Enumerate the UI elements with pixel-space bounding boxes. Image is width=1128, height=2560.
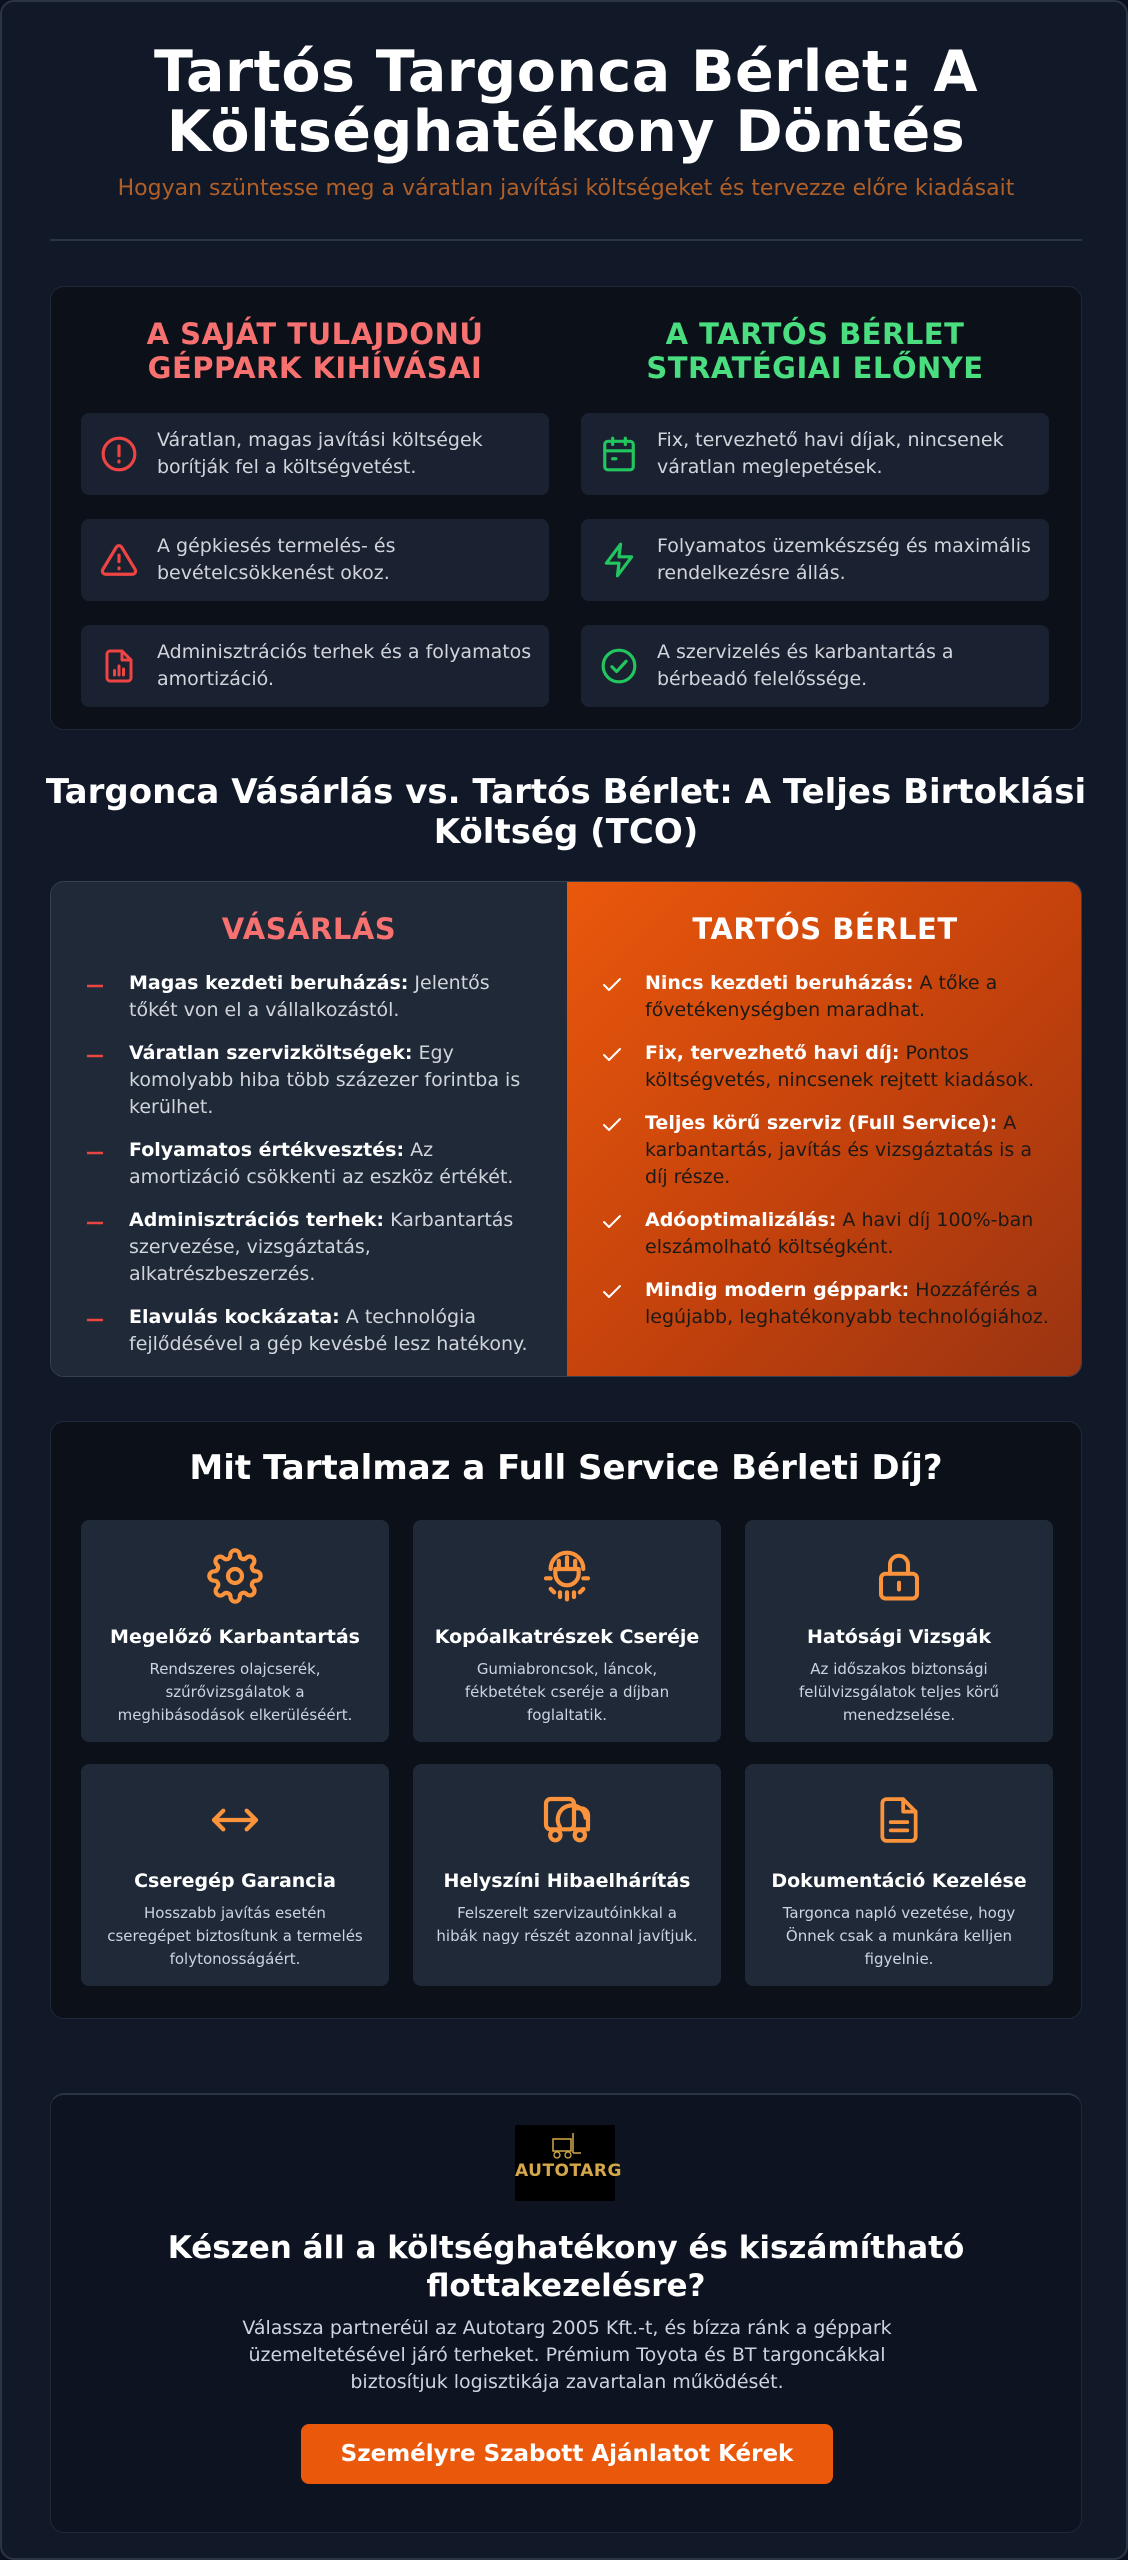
purchase-row-label: Elavulás kockázata: <box>129 1306 340 1328</box>
cta-text: Válassza partneréül az Autotarg 2005 Kft.-t, és bízza ránk a géppark üzemeltetésével járó terheket. Prémium Toyota és BT targoncákkal biztosítjuk logisztikája zavartalan működését. <box>242 2317 892 2393</box>
gear-icon <box>81 1546 389 1606</box>
minus-icon <box>85 1139 105 1171</box>
service-truck-icon <box>413 1790 721 1850</box>
rental-column <box>567 882 1082 1376</box>
service-card-desc: Gumiabroncsok, láncok, fékbetétek cseréje a díjban foglaltatik. <box>464 1660 670 1724</box>
purchase-row-label: Adminisztrációs terhek: <box>129 1209 385 1231</box>
purchase-heading: VÁSÁRLÁS <box>221 912 397 946</box>
purchase-row <box>81 1040 537 1121</box>
report-file-icon <box>81 647 157 685</box>
autotarg-logo <box>515 2125 622 2201</box>
service-card <box>413 1520 721 1742</box>
rental-row <box>597 1040 1053 1094</box>
purchase-row <box>81 1304 537 1358</box>
advantage-text: Fix, tervezhető havi díjak, nincsenek váratlan meglepetések. <box>657 429 1004 478</box>
rental-row-label: Teljes körű szerviz (Full Service): <box>645 1112 998 1134</box>
check-icon <box>601 1112 623 1144</box>
alert-triangle-icon <box>81 541 157 579</box>
advantage-text: Folyamatos üzemkészség és maximális rendelkezésre állás. <box>657 535 1031 584</box>
hero <box>2 39 1128 201</box>
service-card-title: Kopóalkatrészek Cseréje <box>434 1626 700 1648</box>
alert-circle-icon <box>81 435 157 473</box>
challenge-text: A gépkiesés termelés- és bevételcsökkenést okoz. <box>157 535 396 584</box>
rental-row <box>597 1110 1053 1191</box>
purchase-column <box>51 882 567 1376</box>
service-card-title: Helyszíni Hibaelhárítás <box>443 1870 691 1892</box>
cta-section <box>50 2093 1082 2533</box>
purchase-row-text: Az amortizáció csökkenti az eszköz értékét. <box>129 1139 514 1188</box>
document-icon <box>745 1790 1053 1850</box>
purchase-row-text: Egy komolyabb hiba több százezer forintba is kerülhet. <box>129 1042 521 1118</box>
rental-row-label: Mindig modern géppark: <box>645 1279 910 1301</box>
logo-text: AUTOTARG <box>515 2161 622 2181</box>
check-circle-icon <box>581 647 657 685</box>
cta-title: Készen áll a költséghatékony és kiszámítható flottakezelésre? <box>167 2230 965 2304</box>
advantage-item <box>581 413 1049 495</box>
minus-icon <box>85 1306 105 1338</box>
purchase-row <box>81 1137 537 1191</box>
challenge-item <box>81 413 549 495</box>
rental-row-text: A tőke a fővetékenységben maradhat. <box>645 972 998 1021</box>
service-card-title: Dokumentáció Kezelése <box>771 1870 1027 1892</box>
service-card-title: Megelőző Karbantartás <box>110 1626 360 1648</box>
service-card <box>81 1520 389 1742</box>
hero-divider <box>50 239 1082 241</box>
rental-row-text: A karbantartás, javítás és vizsgáztatás is a díj része. <box>645 1112 1033 1188</box>
rental-row <box>597 970 1053 1024</box>
rental-row <box>597 1277 1053 1331</box>
service-card <box>413 1764 721 1986</box>
service-card-title: Hatósági Vizsgák <box>806 1626 992 1648</box>
rental-advantages-heading: A TARTÓS BÉRLET STRATÉGIAI ELŐNYE <box>646 317 984 385</box>
page-subtitle: Hogyan szüntesse meg a váratlan javítási költségeket és tervezze előre kiadásait <box>117 176 1015 201</box>
check-icon <box>601 972 623 1004</box>
purchase-row-label: Magas kezdeti beruházás: <box>129 972 409 994</box>
purchase-row-text: Jelentős tőkét von el a vállalkozástól. <box>129 972 490 1021</box>
rental-row-label: Fix, tervezhető havi díj: <box>645 1042 900 1064</box>
ownership-challenges-heading: A SAJÁT TULAJDONÚ GÉPPARK KIHÍVÁSAI <box>146 317 484 385</box>
full-service-section <box>50 1421 1082 2019</box>
advantage-item <box>581 519 1049 601</box>
service-card <box>81 1764 389 1986</box>
lock-icon <box>745 1546 1053 1606</box>
rental-row-label: Nincs kezdeti beruházás: <box>645 972 914 994</box>
service-card <box>745 1520 1053 1742</box>
rental-row-text: Hozzáférés a legújabb, leghatékonyabb technológiához. <box>645 1279 1049 1328</box>
rental-row-text: A havi díj 100%-ban elszámolható költségként. <box>645 1209 1034 1258</box>
wear-parts-icon <box>413 1546 721 1606</box>
page-title: Tartós Targonca Bérlet: A Költséghatékony Döntés <box>154 39 978 165</box>
check-icon <box>601 1209 623 1241</box>
check-icon <box>601 1042 623 1074</box>
challenge-text: Adminisztrációs terhek és a folyamatos amortizáció. <box>157 641 532 690</box>
purchase-row-label: Folyamatos értékvesztés: <box>129 1139 405 1161</box>
service-card <box>745 1764 1053 1986</box>
tco-comparison <box>50 881 1082 1377</box>
ownership-challenges-column <box>81 317 549 731</box>
rental-row-label: Adóoptimalizálás: <box>645 1209 837 1231</box>
request-offer-button[interactable]: Személyre Szabott Ajánlatot Kérek <box>301 2424 833 2484</box>
purchase-row-text: Karbantartás szervezése, vizsgáztatás, alkatrészbeszerzés. <box>129 1209 514 1285</box>
challenges-section <box>50 286 1082 730</box>
minus-icon <box>85 1209 105 1241</box>
service-card-title: Cseregép Garancia <box>134 1870 336 1892</box>
advantage-item <box>581 625 1049 707</box>
lightning-icon <box>581 541 657 579</box>
challenge-item <box>81 625 549 707</box>
rental-advantages-column <box>581 317 1049 731</box>
rental-row <box>597 1207 1053 1261</box>
service-card-desc: Rendszeres olajcserék, szűrővizsgálatok a meghibásodások elkerüléséért. <box>117 1660 353 1724</box>
challenge-item <box>81 519 549 601</box>
challenge-text: Váratlan, magas javítási költségek borítják fel a költségvetést. <box>157 429 483 478</box>
forklift-logo-icon <box>515 2125 615 2165</box>
service-card-desc: Felszerelt szervizautóinkkal a hibák nagy részét azonnal javítjuk. <box>436 1904 698 1945</box>
calendar-icon <box>581 435 657 473</box>
minus-icon <box>85 972 105 1004</box>
check-icon <box>601 1279 623 1311</box>
swap-arrows-icon <box>81 1790 389 1850</box>
purchase-row <box>81 970 537 1024</box>
service-card-desc: Hosszabb javítás esetén cseregépet biztosítunk a termelés folytonosságáért. <box>107 1904 363 1968</box>
rental-row-text: Pontos költségvetés, nincsenek rejtett kiadások. <box>645 1042 1035 1091</box>
service-card-desc: Targonca napló vezetése, hogy Önnek csak a munkára kelljen figyelnie. <box>782 1904 1016 1968</box>
purchase-row-label: Váratlan szervizköltségek: <box>129 1042 413 1064</box>
full-service-title: Mit Tartalmaz a Full Service Bérleti Díj? <box>189 1448 943 1488</box>
rental-heading: TARTÓS BÉRLET <box>692 912 958 946</box>
advantage-text: A szervizelés és karbantartás a bérbeadó felelőssége. <box>657 641 954 690</box>
service-card-desc: Az időszakos biztonsági felülvizsgálatok teljes körű menedzselése. <box>799 1660 999 1724</box>
purchase-row-text: A technológia fejlődésével a gép kevésbé lesz hatékony. <box>129 1306 528 1355</box>
tco-title: Targonca Vásárlás vs. Tartós Bérlet: A Teljes Birtoklási Költség (TCO) <box>45 772 1087 852</box>
minus-icon <box>85 1042 105 1074</box>
purchase-row <box>81 1207 537 1288</box>
